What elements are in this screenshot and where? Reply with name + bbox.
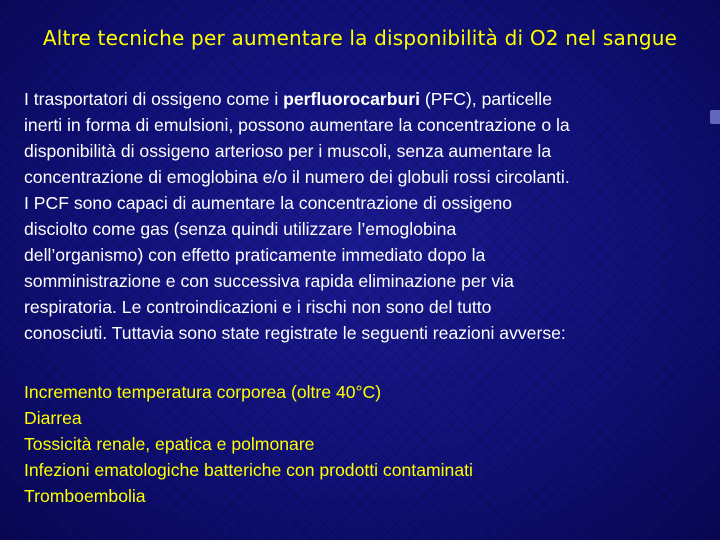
paragraph-line-6: disciolto come gas (senza quindi utilizzare l’emoglobina <box>24 219 457 239</box>
list-item: Diarrea <box>24 408 82 428</box>
paragraph-line-5: I PCF sono capaci di aumentare la concentrazione di ossigeno <box>24 193 513 213</box>
body-paragraph <box>24 86 714 346</box>
paragraph-line-8: somministrazione e con successiva rapida eliminazione per via <box>24 271 514 291</box>
paragraph-line-10: conosciuti. Tuttavia sono state registrate le seguenti reazioni avverse: <box>24 323 566 343</box>
paragraph-line-1 <box>24 86 714 112</box>
list-item: Tossicità renale, epatica e polmonare <box>24 434 315 454</box>
paragraph-line-9: respiratoria. Le controindicazioni e i rischi non sono del tutto <box>24 297 492 317</box>
paragraph-line-7: dell’organismo) con effetto praticamente immediato dopo la <box>24 245 486 265</box>
paragraph-line-2: inerti in forma di emulsioni, possono aumentare la concentrazione o la <box>24 115 570 135</box>
list-item: Infezioni ematologiche batteriche con prodotti contaminati <box>24 460 473 480</box>
list-item: Tromboembolia <box>24 486 146 506</box>
paragraph-line-3: disponibilità di ossigeno arterioso per i muscoli, senza aumentare la <box>24 141 552 161</box>
list-item: Incremento temperatura corporea (oltre 40°C) <box>24 382 382 402</box>
slide-title: Altre tecniche per aumentare la disponibilità di O2 nel sangue <box>42 26 678 50</box>
paragraph-line-1-start: I trasportatori di ossigeno come i <box>24 89 284 109</box>
adverse-reactions-list <box>24 379 473 509</box>
paragraph-line-4: concentrazione di emoglobina e/o il numero dei globuli rossi circolanti. <box>24 167 570 187</box>
paragraph-bold-term: perfluorocarburi <box>283 89 420 109</box>
paragraph-line-1-end: (PFC), particelle <box>420 89 552 109</box>
